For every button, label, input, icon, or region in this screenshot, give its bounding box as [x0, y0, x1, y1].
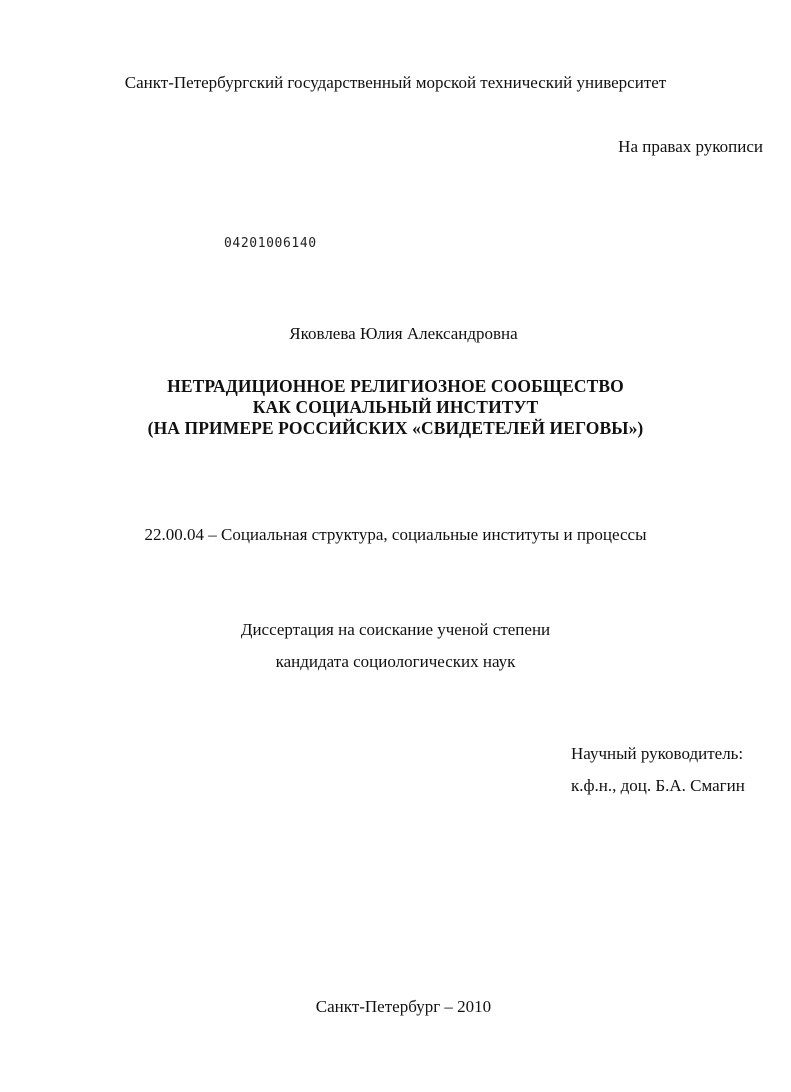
degree-line-1: Диссертация на соискание ученой степени — [240, 620, 551, 639]
degree-line-2: кандидата социологических наук — [275, 652, 516, 671]
manuscript-note: На правах рукописи — [618, 137, 763, 156]
author-name: Яковлева Юлия Александровна — [289, 324, 518, 343]
supervisor-name: к.ф.н., доц. Б.А. Смагин — [571, 776, 745, 795]
title-line: НЕТРАДИЦИОННОЕ РЕЛИГИОЗНОЕ СООБЩЕСТВО — [167, 376, 624, 396]
registration-number-stamp: 04201006140 — [224, 236, 317, 251]
title-line: (НА ПРИМЕРЕ РОССИЙСКИХ «СВИДЕТЕЛЕЙ ИЕГОВЫ») — [147, 418, 644, 438]
title-line: КАК СОЦИАЛЬНЫЙ ИНСТИТУТ — [252, 397, 539, 417]
city-year: Санкт-Петербург – 2010 — [315, 997, 492, 1016]
supervisor-label: Научный руководитель: — [571, 744, 744, 763]
institution-name: Санкт-Петербургский государственный морской технический университет — [124, 73, 667, 92]
specialty-code: 22.00.04 – Социальная структура, социальные институты и процессы — [144, 525, 647, 544]
